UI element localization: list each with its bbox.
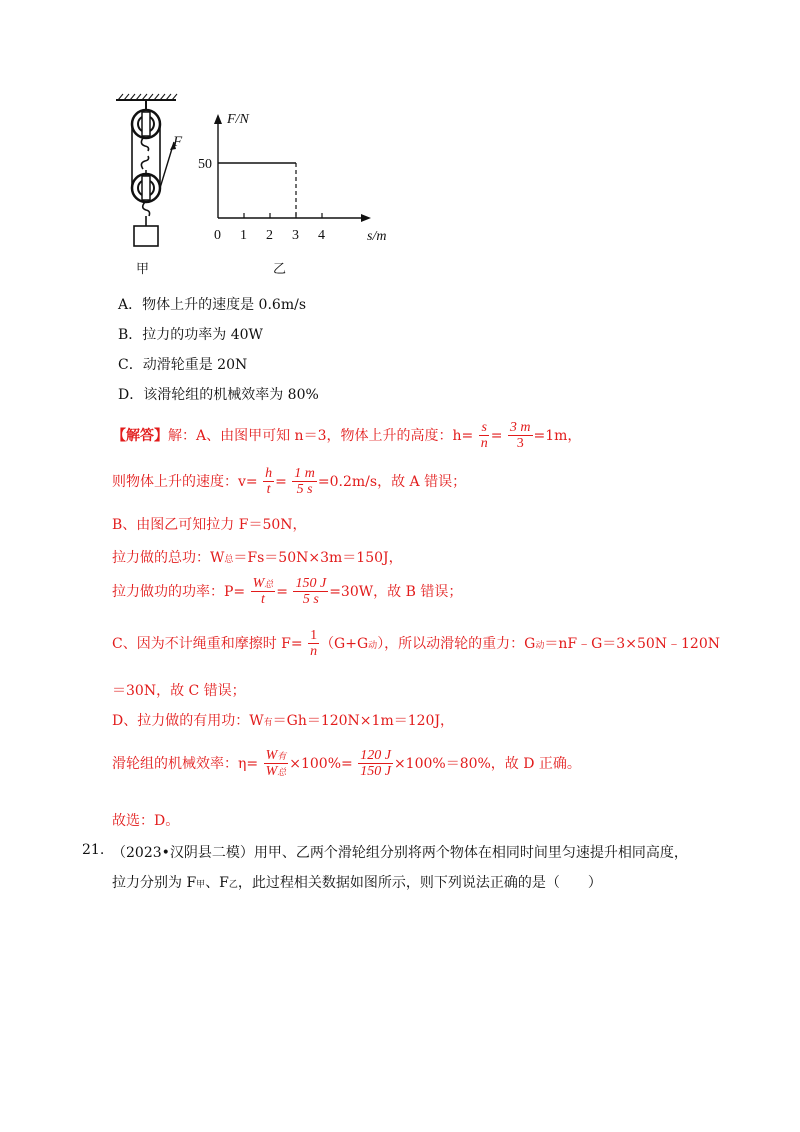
fraction: $\frac{3 m}{3}$ — [509, 420, 531, 452]
fraction: $\frac{\text{W总}}{t}$ — [252, 576, 274, 608]
solution-line-2: 则物体上升的速度：v= $\frac{h}{t}$ = $\frac{1 m}{5 s}$ =0.2m/s，故 A 错误； — [112, 466, 467, 498]
y-axis-arrow — [214, 114, 222, 124]
solution-line-5: 拉力做功的功率：P= $\frac{\text{W总}}{t}$ = $\frac{150 J}{5 s}$ =30W，故 B 错误； — [112, 576, 463, 608]
solution-line-8: D、拉力做的有用功：W有＝Gh＝120N×1m＝120J， — [112, 713, 455, 729]
pulley-force-label: F — [173, 134, 183, 150]
fraction: $\frac{s}{n}$ — [480, 420, 488, 452]
figure-label-yi: 乙 — [273, 262, 287, 277]
question-text-line-1: （2023•汉阴县二模）用甲、乙两个滑轮组分别将两个物体在相同时间里匀速提升相同高度， — [112, 845, 688, 861]
fraction: $\frac{120 J}{150 J}$ — [360, 748, 391, 780]
fraction: $\frac{1 m}{5 s}$ — [294, 466, 315, 498]
fraction: $\frac{h}{t}$ — [265, 466, 273, 498]
option-a: A．物体上升的速度是 0.6m/s — [118, 297, 307, 313]
solution-tag: 【解答】 — [112, 427, 168, 444]
y-axis-label: F/N — [227, 112, 249, 127]
question-number: 21. — [82, 842, 105, 858]
x-axis-label: s/m — [367, 229, 387, 244]
force-distance-graph — [195, 100, 395, 250]
pulley-diagram — [110, 92, 190, 252]
solution-answer: 故选：D。 — [112, 813, 180, 829]
origin-label: 0 — [214, 228, 221, 243]
solution-line-9: 滑轮组的机械效率：η= $\frac{\text{W有}}{\text{W总}}$ ×100%= $\frac{120 J}{150 J}$ ×100%＝80%，故 D 正确。 — [112, 748, 581, 780]
solution-line-1: 【解答】解：A、由图甲可知 n＝3，物体上升的高度：h= $\frac{s}{n}$ = $\frac{3 m}{3}$ =1m， — [112, 420, 582, 452]
x-tick-label: 4 — [318, 228, 325, 243]
figure-label-jia: 甲 — [136, 262, 150, 277]
fraction: $\frac{1}{n}$ — [310, 628, 318, 660]
y-tick-label: 50 — [198, 157, 212, 172]
solution-line-3: B、由图乙可知拉力 F＝50N， — [112, 517, 307, 533]
fraction: $\frac{\text{W有}}{\text{W总}}$ — [265, 748, 287, 780]
solution-line-4: 拉力做的总功：W总＝Fs＝50N×3m＝150J， — [112, 550, 403, 566]
option-d: D．该滑轮组的机械效率为 80% — [118, 387, 319, 403]
x-tick-label: 1 — [240, 228, 247, 243]
solution-line-6: C、因为不计绳重和摩擦时 F= $\frac{1}{n}$ （G+G动），所以动滑轮的重力：G动＝nF﹣G＝3×50N﹣120N — [112, 628, 720, 660]
x-tick-label: 2 — [266, 228, 273, 243]
x-tick-label: 3 — [292, 228, 299, 243]
solution-line-7: ＝30N，故 C 错误； — [112, 683, 246, 699]
option-b: B．拉力的功率为 40W — [118, 327, 263, 343]
option-c: C．动滑轮重是 20N — [118, 357, 248, 373]
x-axis-arrow — [361, 214, 371, 222]
question-text-line-2: 拉力分别为 F甲、F乙，此过程相关数据如图所示，则下列说法正确的是（ ） — [112, 875, 602, 891]
fraction: $\frac{150 J}{5 s}$ — [295, 576, 327, 608]
